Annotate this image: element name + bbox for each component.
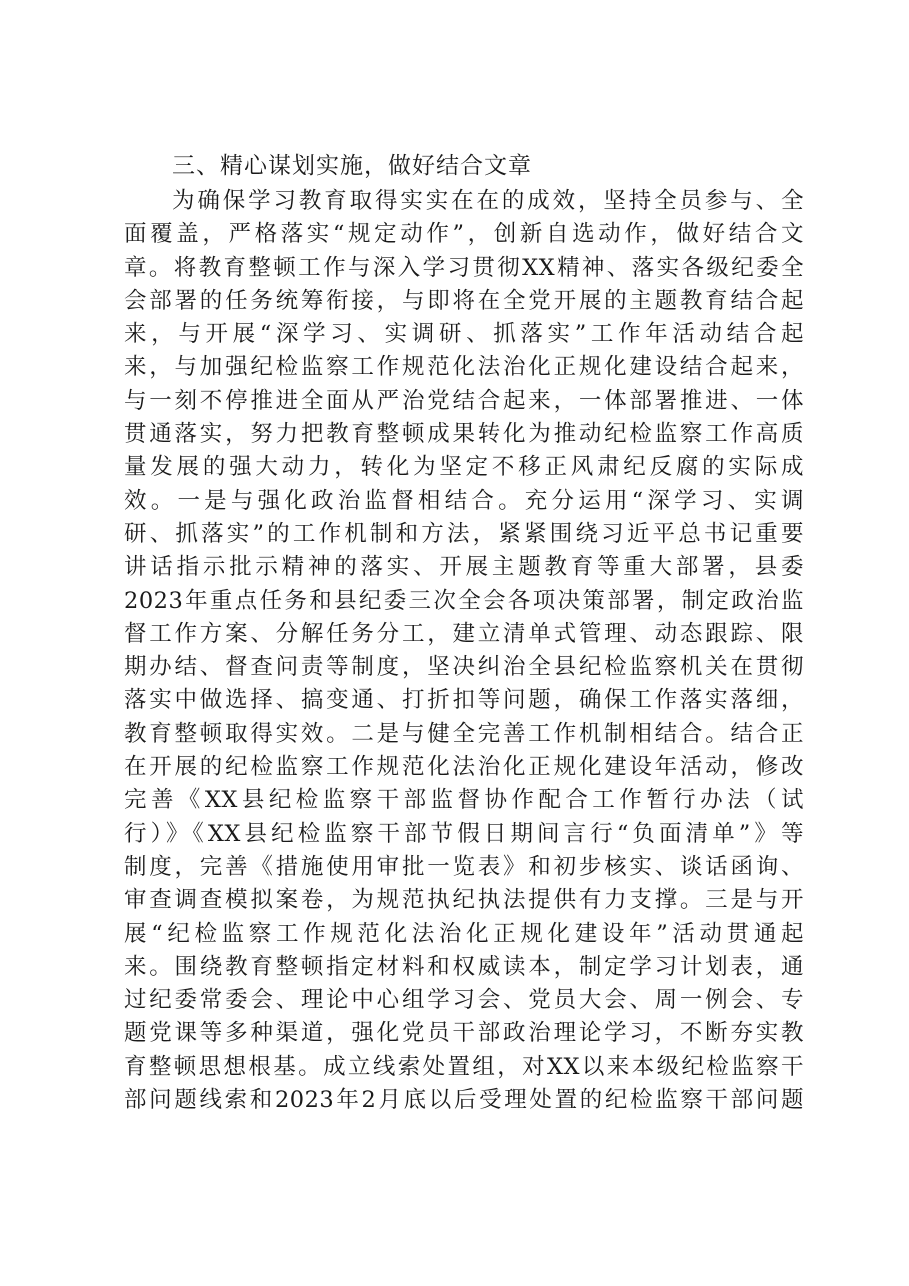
paragraph-line: 审查调查模拟案卷，为规范执纪执法提供有力支撑。三是与开 — [124, 887, 804, 914]
paragraph-line: 展“纪检监察工作规范化法治化正规化建设年”活动贯通起 — [124, 920, 804, 947]
paragraph-line: 效。一是与强化政治监督相结合。充分运用“深学习、实调 — [124, 487, 804, 514]
paragraph-line: 章。将教育整顿工作与深入学习贯彻XX精神、落实各级纪委全 — [124, 254, 804, 281]
paragraph-line: 来。围绕教育整顿指定材料和权威读本，制定学习计划表，通 — [124, 953, 804, 980]
paragraph-line: 在开展的纪检监察工作规范化法治化正规化建设年活动，修改 — [124, 754, 804, 781]
paragraph-line: 面覆盖，严格落实“规定动作”，创新自选动作，做好结合文 — [124, 221, 804, 248]
paragraph-line: 题党课等多种渠道，强化党员干部政治理论学习，不断夯实教 — [124, 1020, 804, 1047]
body-paragraph — [124, 185, 804, 1117]
paragraph-line: 督工作方案、分解任务分工，建立清单式管理、动态跟踪、限 — [124, 620, 804, 647]
paragraph-line: 教育整顿取得实效。二是与健全完善工作机制相结合。结合正 — [124, 720, 804, 747]
paragraph-line: 研、抓落实”的工作机制和方法，紧紧围绕习近平总书记重要 — [124, 520, 804, 547]
paragraph-line: 为确保学习教育取得实实在在的成效，坚持全员参与、全 — [172, 188, 804, 214]
paragraph-line: 来，与加强纪检监察工作规范化法治化正规化建设结合起来， — [124, 354, 804, 381]
paragraph-line: 讲话指示批示精神的落实、开展主题教育等重大部署，县委 — [124, 554, 804, 581]
paragraph-line: 会部署的任务统筹衔接，与即将在全党开展的主题教育结合起 — [124, 287, 804, 314]
paragraph-line: 与一刻不停推进全面从严治党结合起来，一体部署推进、一体 — [124, 387, 804, 414]
paragraph-line: 落实中做选择、搞变通、打折扣等问题，确保工作落实落细， — [124, 687, 804, 714]
paragraph-line: 部问题线索和2023年2月底以后受理处置的纪检监察干部问题 — [124, 1087, 804, 1114]
paragraph-line: 制度，完善《措施使用审批一览表》和初步核实、谈话函询、 — [124, 853, 804, 880]
paragraph-line: 来，与开展“深学习、实调研、抓落实”工作年活动结合起 — [124, 321, 804, 348]
section-heading: 三、精心谋划实施，做好结合文章 — [172, 153, 532, 179]
paragraph-line: 量发展的强大动力，转化为坚定不移正风肃纪反腐的实际成 — [124, 454, 804, 481]
paragraph-line: 2023年重点任务和县纪委三次全会各项决策部署，制定政治监 — [124, 587, 804, 614]
paragraph-line: 育整顿思想根基。成立线索处置组，对XX以来本级纪检监察干 — [124, 1053, 804, 1080]
paragraph-line: 贯通落实，努力把教育整顿成果转化为推动纪检监察工作高质 — [124, 421, 804, 448]
paragraph-line: 行）》《XX县纪检监察干部节假日期间言行“负面清单”》等 — [124, 820, 804, 847]
paragraph-line: 完善《XX县纪检监察干部监督协作配合工作暂行办法（试 — [124, 787, 804, 814]
paragraph-line: 过纪委常委会、理论中心组学习会、党员大会、周一例会、专 — [124, 987, 804, 1014]
paragraph-line: 期办结、督查问责等制度，坚决纠治全县纪检监察机关在贯彻 — [124, 654, 804, 681]
